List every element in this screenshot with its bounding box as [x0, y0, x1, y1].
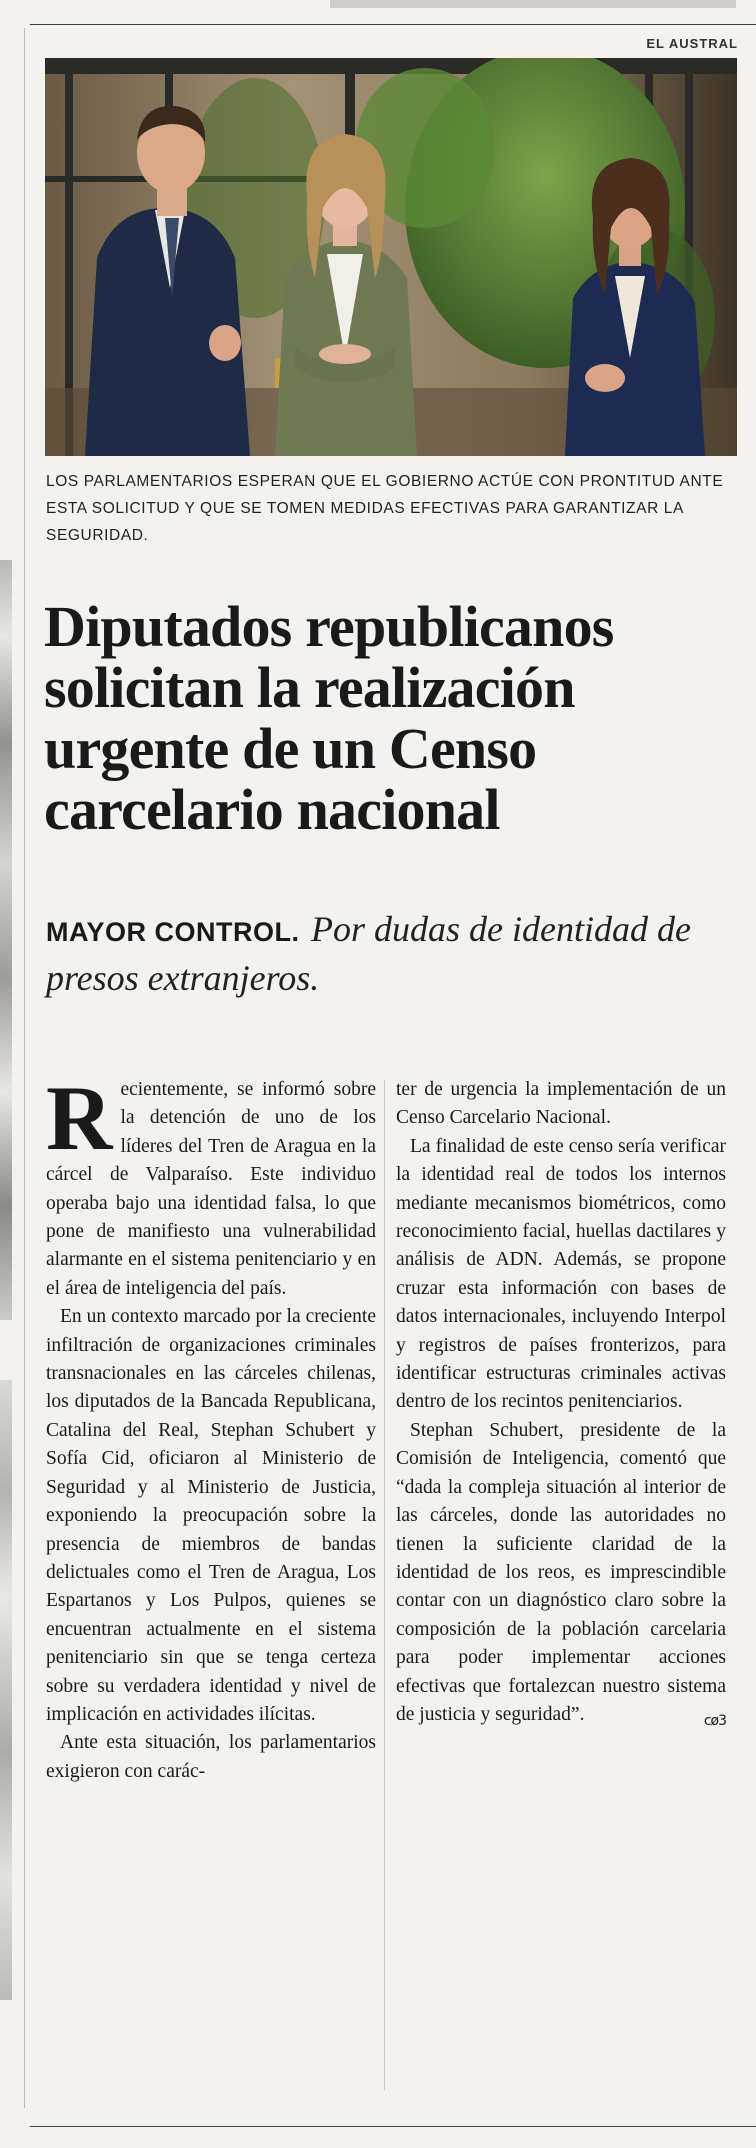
paragraph-4: La finalidad de este censo sería verificar la identidad real de todos los internos mediante mecanismos biométricos, como reconocimiento facial, huellas dactilares y análisis de ADN. Además, se propone cruzar esta información con bases de datos internacionales, incluyendo Interpol y registros de países fronterizos, para identificar estructuras criminales activas dentro de los recintos penitenciarios. — [396, 1135, 726, 1413]
deck-text: Por dudas de identidad de presos extranjeros. — [46, 909, 691, 998]
photo-caption: LOS PARLAMENTARIOS ESPERAN QUE EL GOBIERNO ACTÚE CON PRONTITUD ANTE ESTA SOLICITUD Y QUE SE TOMEN MEDIDAS EFECTIVAS PARA GARANTIZAR LA SEGURIDAD. — [46, 473, 724, 544]
top-rule — [30, 24, 756, 25]
adjacent-column-strip — [0, 560, 12, 1320]
paragraph-1-text: ecientemente, se informó sobre la detención de uno de los líderes del Tren de Aragua en la cárcel de Valparaíso. Este individuo operaba bajo una identidad falsa, lo que pone de manifiesto una vulnerabilidad alarmante en el sistema penitenciario y en el área de inteligencia del país. — [46, 1079, 376, 1299]
previous-page-header-fragment — [330, 0, 736, 8]
article-column-2 — [396, 1076, 726, 1735]
column-divider — [24, 28, 25, 2108]
bottom-rule — [30, 2126, 756, 2127]
paragraph-3-end: ter de urgencia la implementación de un Censo Carcelario Nacional. — [396, 1079, 726, 1129]
author-signoff: cø3 — [703, 1712, 726, 1729]
paragraph-3-full — [0, 0, 1, 1]
adjacent-column-strip-lower — [0, 1380, 12, 2000]
paragraph-3-start: Ante esta situación, los parlamentarios exigieron con carác- — [46, 1732, 376, 1782]
paragraph-1 — [46, 1067, 376, 1303]
paragraph-5-text: Stephan Schubert, presidente de la Comisión de Inteligencia, comentó que “dada la compleja situación al interior de las cárceles, donde las autoridades no tienen la suficiente claridad de la identidad de los reos, es imprescindible contar con un diagnóstico claro sobre la composición de la población carcelaria para poder implementar acciones efectivas que fortalezcan nuestro sistema de justicia y seguridad”. — [396, 1419, 726, 1725]
headline: Diputados republicanos solicitan la realización urgente de un Censo carcelario nacional — [44, 594, 614, 842]
paragraph-2: En un contexto marcado por la creciente infiltración de organizaciones criminales transnacionales en las cárceles chilenas, los diputados de la Bancada Republicana, Catalina del Real, Stephan Schubert y Sofía Cid, oficiaron al Ministerio de Seguridad y al Ministerio de Justicia, exponiendo la preocupación sobre la presencia de miembros de bandas delictuales como el Tren de Aragua, Los Espartanos y Los Pulpos, quienes se encuentran actualmente en el sistema penitenciario sin que se tenga certeza sobre su verdadera identidad y nivel de implicación en actividades ilícitas. — [46, 1306, 376, 1725]
drop-cap: R — [46, 1067, 113, 1169]
paragraph-5 — [396, 1417, 726, 1729]
deck — [46, 906, 736, 1002]
article-photo — [45, 58, 737, 456]
deck-kicker: MAYOR CONTROL. — [46, 917, 300, 947]
masthead: EL AUSTRAL — [646, 36, 738, 51]
column-gutter — [384, 1080, 385, 2090]
article-column-1 — [46, 1067, 376, 1786]
photo-illustration — [45, 58, 737, 456]
